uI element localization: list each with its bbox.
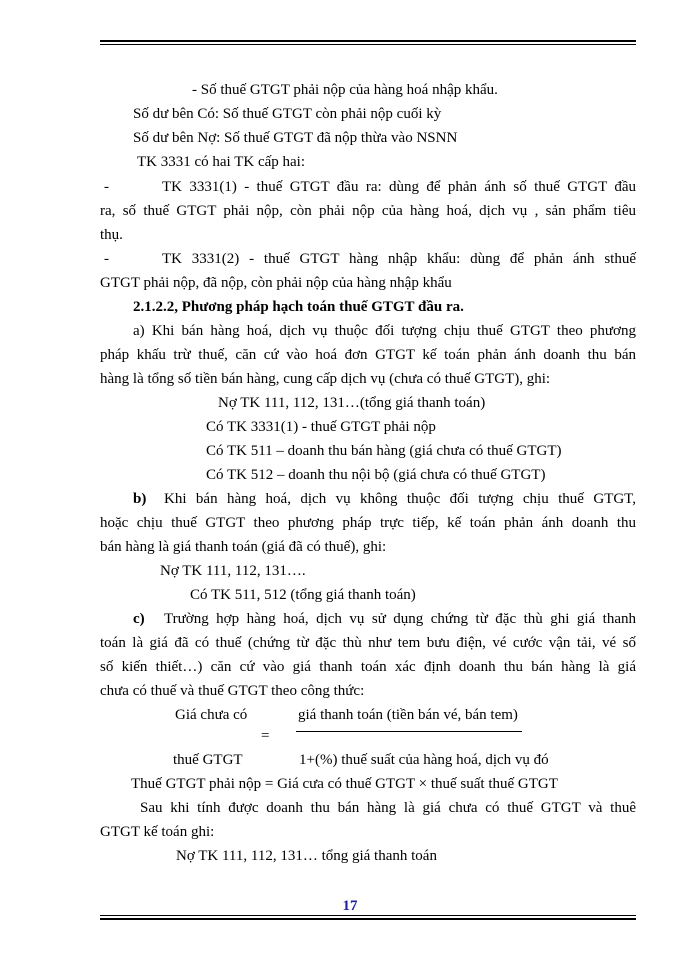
text-line: pháp khấu trừ thuế, căn cứ vào hoá đơn GTGT kế toán phản ánh doanh thu bán (100, 347, 636, 363)
text-line: ra, số thuế GTGT phải nộp, còn phải nộp của hàng hoá, dịch vụ , sản phẩm tiêu (100, 203, 636, 219)
formula-numerator: giá thanh toán (tiền bán vé, bán tem) (298, 707, 518, 723)
formula-left-bottom: thuế GTGT (173, 752, 243, 768)
text-line: hoặc chịu thuế GTGT theo phương pháp trực tiếp, kế toán phản ánh doanh thu (100, 515, 636, 531)
text-line: Khi bán hàng hoá, dịch vụ không thuộc đối tượng chịu thuế GTGT, (164, 491, 636, 507)
entry-line: Nợ TK 111, 112, 131…. (160, 563, 306, 579)
formula-equals: = (261, 728, 270, 744)
list-dash: - (104, 251, 109, 267)
item-label: c) (133, 611, 145, 627)
footer-rule (100, 915, 636, 920)
list-dash: - (104, 179, 109, 195)
text-line: Trường hợp hàng hoá, dịch vụ sử dụng chứng từ đặc thù ghi giá thanh (164, 611, 636, 627)
section-heading: 2.1.2.2, Phương pháp hạch toán thuế GTGT đầu ra. (133, 299, 464, 315)
text-line: thụ. (100, 227, 123, 243)
header-rule (100, 40, 636, 45)
text-line: Số dư bên Nợ: Số thuế GTGT đã nộp thừa vào NSNN (133, 130, 458, 146)
formula-denominator: 1+(%) thuế suất của hàng hoá, dịch vụ đó (299, 752, 549, 768)
text-line: toán là giá đã có thuế (chứng từ đặc thù như tem bưu điện, vé cước vận tải, vé số (100, 635, 636, 651)
text-line: Số dư bên Có: Số thuế GTGT còn phải nộp cuối kỳ (133, 106, 442, 122)
formula-left-top: Giá chưa có (175, 707, 248, 723)
text-line: Sau khi tính được doanh thu bán hàng là giá chưa có thuế GTGT và thuê (140, 800, 636, 816)
text-line: chưa có thuế và thuế GTGT theo công thức: (100, 683, 365, 699)
page-number: 17 (342, 898, 358, 914)
text-line: - Số thuế GTGT phải nộp của hàng hoá nhập khẩu. (192, 82, 498, 98)
text-line: TK 3331 có hai TK cấp hai: (137, 154, 306, 170)
entry-line: Có TK 511 – doanh thu bán hàng (giá chưa có thuế GTGT) (206, 443, 562, 459)
entry-line: Có TK 511, 512 (tổng giá thanh toán) (190, 587, 416, 603)
entry-line: Có TK 3331(1) - thuế GTGT phải nộp (206, 419, 436, 435)
item-label: b) (133, 491, 147, 507)
text-line: số kiến thiết…) căn cứ vào giá thanh toán xác định doanh thu bán hàng là giá (100, 659, 636, 675)
text-line: hàng là tổng số tiền bán hàng, cung cấp dịch vụ (chưa có thuế GTGT), ghi: (100, 371, 551, 387)
text-line: a) Khi bán hàng hoá, dịch vụ thuộc đối tượng chịu thuế GTGT theo phương (133, 323, 636, 339)
text-line: TK 3331(1) - thuế GTGT đầu ra: dùng để phản ánh số thuế GTGT đầu (162, 179, 636, 195)
entry-line: Nợ TK 111, 112, 131… tổng giá thanh toán (176, 848, 437, 864)
entry-line: Nợ TK 111, 112, 131…(tổng giá thanh toán) (218, 395, 486, 411)
fraction-bar (296, 731, 522, 732)
text-line: GTGT phải nộp, đã nộp, còn phải nộp của hàng nhập khẩu (100, 275, 452, 291)
text-line: TK 3331(2) - thuế GTGT hàng nhập khẩu: dùng để phản ánh sthuế (162, 251, 636, 267)
formula-line: Thuế GTGT phải nộp = Giá cưa có thuế GTGT × thuế suất thuế GTGT (131, 776, 558, 792)
text-line: bán hàng là giá thanh toán (giá đã có thuế), ghi: (100, 539, 387, 555)
entry-line: Có TK 512 – doanh thu nội bộ (giá chưa có thuế GTGT) (206, 467, 546, 483)
text-line: GTGT kế toán ghi: (100, 824, 215, 840)
